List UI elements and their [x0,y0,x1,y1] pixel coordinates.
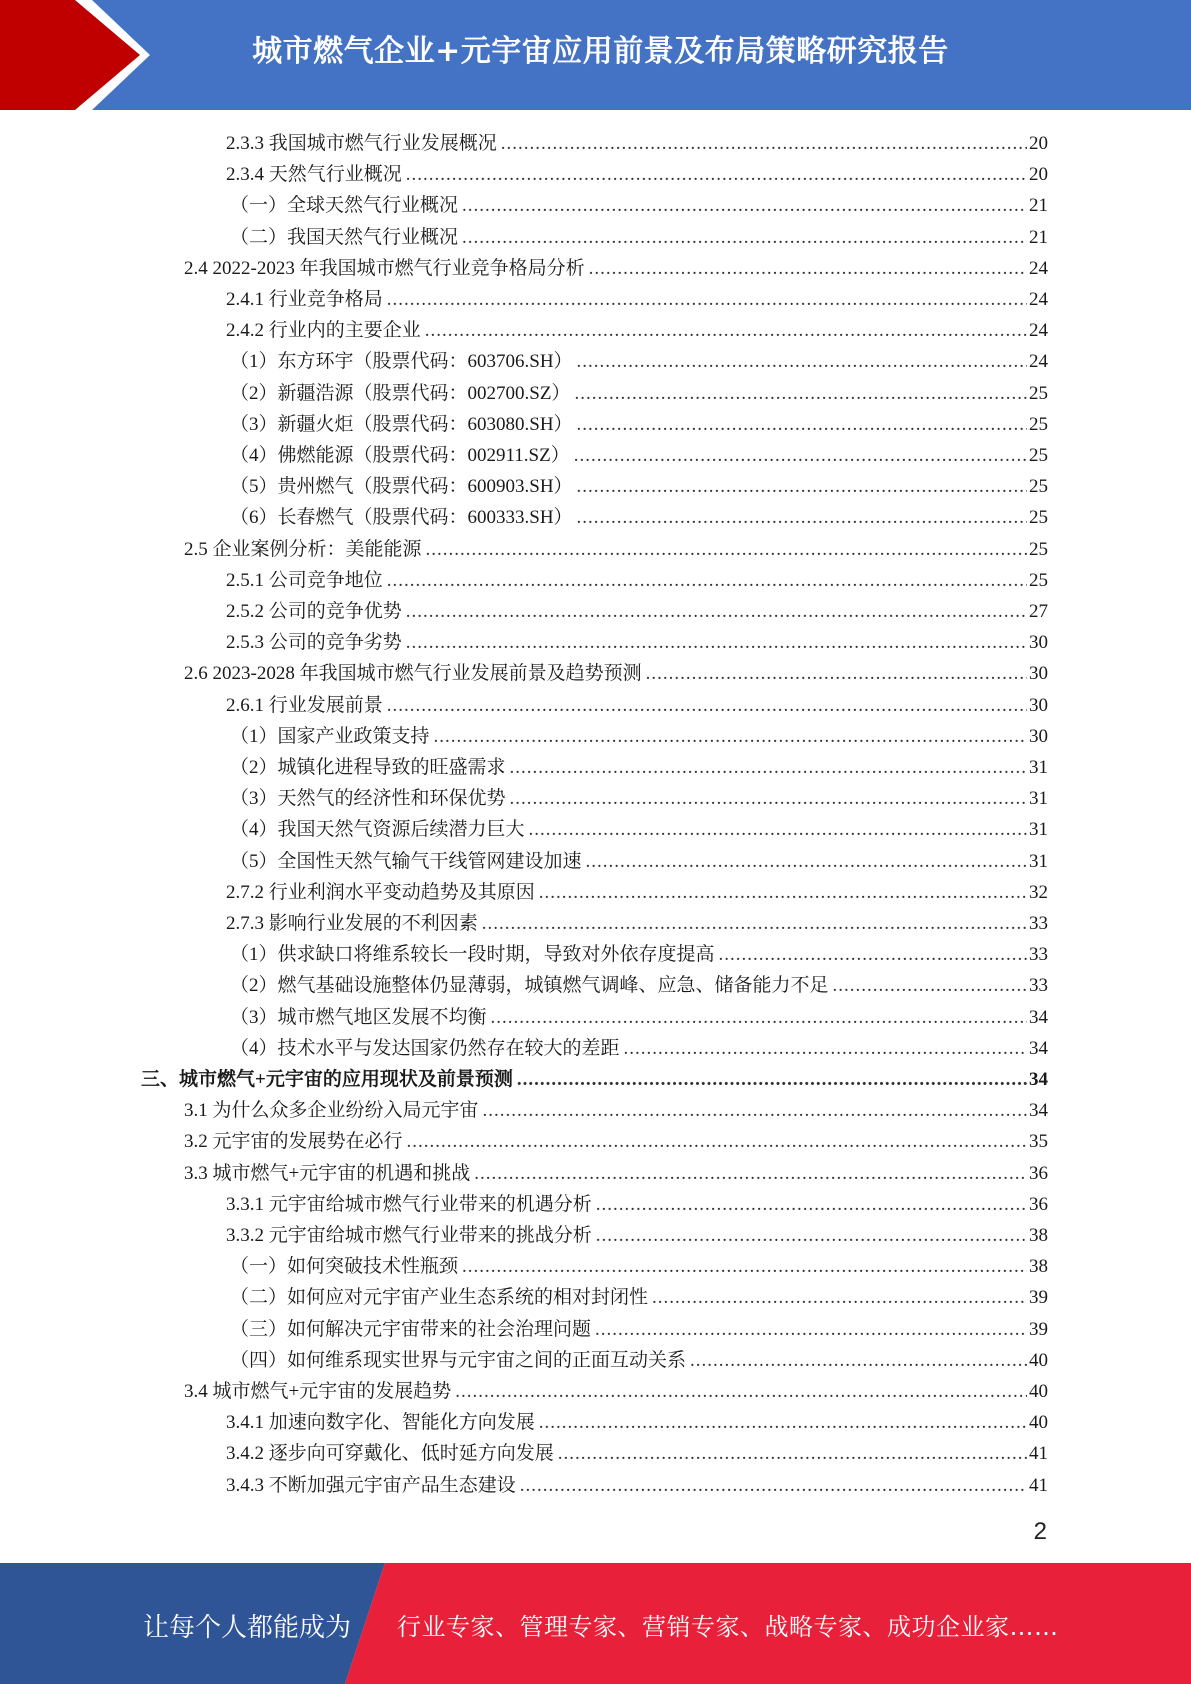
toc-entry[interactable] [230,970,1048,1001]
toc-entry-label: （1）东方环宇（股票代码：603706.SH） [230,351,573,372]
toc-dot-leader [577,346,1027,377]
toc-dot-leader [501,128,1027,159]
toc-entry-label: 2.7.3 影响行业发展的不利因素 [226,913,478,934]
toc-entry[interactable] [230,409,1048,440]
toc-entry-page: 24 [1029,320,1048,341]
toc-dot-leader [517,1064,1027,1095]
toc-entry-page: 25 [1029,383,1048,404]
toc-entry[interactable] [226,128,1048,159]
toc-entry-label: （2）城镇化进程导致的旺盛需求 [230,757,506,778]
toc-dot-leader [596,1220,1027,1251]
toc-entry-page: 25 [1029,414,1048,435]
toc-dot-leader [586,846,1027,877]
toc-entry-page: 41 [1029,1443,1048,1464]
toc-entry-page: 20 [1029,164,1048,185]
toc-dot-leader [574,440,1027,471]
toc-entry-page: 41 [1029,1475,1048,1496]
toc-dot-leader [510,783,1027,814]
toc-dot-leader [425,315,1027,346]
toc-dot-leader [510,752,1027,783]
toc-dot-leader [539,1407,1027,1438]
toc-entry-label: 3.4.2 逐步向可穿戴化、低时延方向发展 [226,1443,554,1464]
toc-entry-page: 40 [1029,1350,1048,1371]
toc-entry[interactable] [184,658,1048,689]
toc-entry[interactable] [230,721,1048,752]
toc-dot-leader [652,1282,1027,1313]
toc-dot-leader [462,190,1027,221]
toc-entry-label: （四）如何维系现实世界与元宇宙之间的正面互动关系 [230,1350,687,1371]
toc-entry[interactable] [230,378,1048,409]
toc-entry-page: 34 [1029,1100,1048,1121]
toc-dot-leader [483,1095,1027,1126]
toc-entry[interactable] [230,190,1048,221]
toc-entry[interactable] [226,877,1048,908]
toc-dot-leader [387,284,1027,315]
toc-dot-leader [577,471,1027,502]
toc-entry-page: 25 [1029,570,1048,591]
toc-entry[interactable] [230,1282,1048,1313]
toc-entry-label: 2.6.1 行业发展前景 [226,695,383,716]
toc-entry-page: 25 [1029,445,1048,466]
toc-entry-label: （3）城市燃气地区发展不均衡 [230,1007,487,1028]
toc-entry-page: 21 [1029,227,1048,248]
toc-entry[interactable] [230,471,1048,502]
toc-entry-label: 2.4.1 行业竞争格局 [226,289,383,310]
toc-entry-label: （一）全球天然气行业概况 [230,195,459,216]
toc-entry-label: 3.2 元宇宙的发展势在必行 [184,1131,403,1152]
toc-entry-label: （4）我国天然气资源后续潜力巨大 [230,819,525,840]
toc-entry-page: 39 [1029,1319,1048,1340]
toc-dot-leader [406,627,1027,658]
toc-dot-leader [577,409,1027,440]
toc-entry-label: 2.3.4 天然气行业概况 [226,164,402,185]
toc-entry-label: 3.1 为什么众多企业纷纷入局元宇宙 [184,1100,479,1121]
toc-entry-page: 30 [1029,632,1048,653]
toc-entry[interactable] [226,315,1048,346]
toc-entry-label: 3.3.2 元宇宙给城市燃气行业带来的挑战分析 [226,1225,592,1246]
toc-entry-page: 31 [1029,851,1048,872]
toc-entry-label: 2.5.3 公司的竞争劣势 [226,632,402,653]
toc-entry-label: （5）贵州燃气（股票代码：600903.SH） [230,476,573,497]
toc-dot-leader [387,565,1027,596]
toc-dot-leader [491,1002,1027,1033]
toc-dot-leader [406,596,1027,627]
toc-entry[interactable] [226,627,1048,658]
toc-entry[interactable] [230,814,1048,845]
toc-dot-leader [596,1189,1027,1220]
toc-dot-leader [407,1126,1027,1157]
toc-dot-leader [406,159,1027,190]
toc-dot-leader [387,690,1027,721]
toc-entry-label: 3.3.1 元宇宙给城市燃气行业带来的机遇分析 [226,1194,592,1215]
toc-entry[interactable] [184,1126,1048,1157]
toc-entry-page: 40 [1029,1381,1048,1402]
report-title: 城市燃气企业+元宇宙应用前景及布局策略研究报告 [252,34,949,69]
toc-entry[interactable] [230,1002,1048,1033]
toc-entry-label: （一）如何突破技术性瓶颈 [230,1256,459,1277]
toc-entry[interactable] [230,939,1048,970]
toc-entry[interactable] [226,284,1048,315]
toc-entry-page: 25 [1029,476,1048,497]
toc-entry-label: （1）供求缺口将维系较长一段时期，导致对外依存度提高 [230,944,715,965]
toc-entry-page: 25 [1029,507,1048,528]
toc-dot-leader [434,721,1027,752]
toc-entry-label: （3）新疆火炬（股票代码：603080.SH） [230,414,573,435]
toc-dot-leader [426,534,1027,565]
toc-entry-page: 36 [1029,1163,1048,1184]
toc-entry-label: （6）长春燃气（股票代码：600333.SH） [230,507,573,528]
toc-entry-label: （2）燃气基础设施整体仍显薄弱，城镇燃气调峰、应急、储备能力不足 [230,975,829,996]
toc-entry-page: 34 [1029,1007,1048,1028]
toc-entry[interactable] [230,346,1048,377]
toc-entry[interactable] [226,908,1048,939]
toc-entry[interactable] [226,1470,1048,1501]
toc-entry[interactable] [226,596,1048,627]
toc-entry-label: （二）如何应对元宇宙产业生态系统的相对封闭性 [230,1287,649,1308]
toc-entry-label: 2.5 企业案例分析：美能能源 [184,539,422,560]
toc-entry-label: 2.4.2 行业内的主要企业 [226,320,421,341]
toc-entry[interactable] [230,1033,1048,1064]
toc-entry-page: 34 [1029,1038,1048,1059]
toc-entry[interactable] [184,1376,1048,1407]
toc-entry-page: 27 [1029,601,1048,622]
toc-entry[interactable] [226,1189,1048,1220]
toc-entry-page: 40 [1029,1412,1048,1433]
report-header-banner [0,0,1191,110]
toc-entry-label: 2.3.3 我国城市燃气行业发展概况 [226,133,497,154]
toc-entry-page: 34 [1029,1069,1048,1090]
toc-dot-leader [539,877,1027,908]
toc-entry-page: 30 [1029,663,1048,684]
toc-dot-leader [462,1251,1027,1282]
footer-slogan-right: 行业专家、管理专家、营销专家、战略专家、成功企业家…… [397,1613,1059,1641]
toc-entry-page: 24 [1029,289,1048,310]
toc-entry-page: 33 [1029,944,1048,965]
toc-entry-label: 3.4 城市燃气+元宇宙的发展趋势 [184,1381,452,1402]
toc-entry-label: 2.6 2023-2028 年我国城市燃气行业发展前景及趋势预测 [184,663,642,684]
page-number: 2 [1033,1518,1047,1545]
toc-entry-label: （1）国家产业政策支持 [230,726,430,747]
toc-entry-page: 31 [1029,757,1048,778]
toc-entry[interactable] [230,222,1048,253]
toc-entry-page: 20 [1029,133,1048,154]
toc-entry[interactable] [141,1064,1048,1095]
toc-entry[interactable] [226,159,1048,190]
toc-dot-leader [529,814,1027,845]
toc-entry-label: （3）天然气的经济性和环保优势 [230,788,506,809]
toc-entry[interactable] [226,690,1048,721]
toc-entry-label: （三）如何解决元宇宙带来的社会治理问题 [230,1319,592,1340]
toc-entry-label: （二）我国天然气行业概况 [230,227,459,248]
toc-entry-page: 32 [1029,882,1048,903]
toc-entry-page: 39 [1029,1287,1048,1308]
footer-banner [0,1563,1191,1684]
toc-entry[interactable] [230,1345,1048,1376]
toc-dot-leader [455,1376,1027,1407]
toc-entry-label: 2.7.2 行业利润水平变动趋势及其原因 [226,882,535,903]
toc-entry-label: 三、城市燃气+元宇宙的应用现状及前景预测 [141,1069,513,1090]
toc-dot-leader [474,1158,1027,1189]
toc-dot-leader [646,658,1027,689]
toc-entry-label: 3.3 城市燃气+元宇宙的机遇和挑战 [184,1163,471,1184]
toc-entry-page: 24 [1029,258,1048,279]
toc-dot-leader [558,1438,1027,1469]
toc-entry[interactable] [184,1095,1048,1126]
toc-dot-leader [589,253,1027,284]
toc-entry[interactable] [230,1314,1048,1345]
toc-entry[interactable] [226,1220,1048,1251]
toc-entry-label: （2）新疆浩源（股票代码：002700.SZ） [230,383,571,404]
toc-entry[interactable] [230,783,1048,814]
toc-entry-page: 38 [1029,1256,1048,1277]
toc-entry[interactable] [184,534,1048,565]
toc-entry[interactable] [184,1158,1048,1189]
footer-slogan-left: 让每个人都能成为 [143,1613,352,1643]
toc-entry-page: 33 [1029,913,1048,934]
toc-entry[interactable] [230,502,1048,533]
toc-entry-page: 25 [1029,539,1048,560]
toc-dot-leader [462,222,1027,253]
toc-entry-page: 38 [1029,1225,1048,1246]
toc-entry-label: 2.5.1 公司竞争地位 [226,570,383,591]
toc-entry[interactable] [226,1438,1048,1469]
toc-entry-page: 33 [1029,975,1048,996]
toc-entry-page: 30 [1029,695,1048,716]
toc-entry[interactable] [230,1251,1048,1282]
toc-entry[interactable] [226,565,1048,596]
toc-dot-leader [520,1470,1027,1501]
toc-dot-leader [577,502,1027,533]
toc-entry-page: 31 [1029,819,1048,840]
toc-entry[interactable] [230,752,1048,783]
toc-entry-label: （4）佛燃能源（股票代码：002911.SZ） [230,445,570,466]
toc-dot-leader [595,1314,1027,1345]
toc-entry-page: 31 [1029,788,1048,809]
toc-entry-page: 24 [1029,351,1048,372]
toc-entry-label: （5）全国性天然气输气干线管网建设加速 [230,851,582,872]
toc-dot-leader [482,908,1027,939]
toc-dot-leader [574,378,1027,409]
toc-entry[interactable] [184,253,1048,284]
toc-entry-page: 30 [1029,726,1048,747]
toc-entry-label: 3.4.1 加速向数字化、智能化方向发展 [226,1412,535,1433]
toc-dot-leader [833,970,1027,1001]
toc-entry-label: （4）技术水平与发达国家仍然存在较大的差距 [230,1038,620,1059]
toc-entry-page: 36 [1029,1194,1048,1215]
toc-entry-page: 21 [1029,195,1048,216]
toc-entry-label: 2.4 2022-2023 年我国城市燃气行业竞争格局分析 [184,258,585,279]
toc-dot-leader [690,1345,1027,1376]
red-chevron-decoration [0,0,150,110]
toc-entry[interactable] [230,846,1048,877]
toc-entry[interactable] [226,1407,1048,1438]
toc-entry-label: 3.4.3 不断加强元宇宙产品生态建设 [226,1475,516,1496]
toc-dot-leader [624,1033,1027,1064]
toc-dot-leader [719,939,1027,970]
toc-entry-page: 35 [1029,1131,1048,1152]
toc-entry-label: 2.5.2 公司的竞争优势 [226,601,402,622]
toc-entry[interactable] [230,440,1048,471]
